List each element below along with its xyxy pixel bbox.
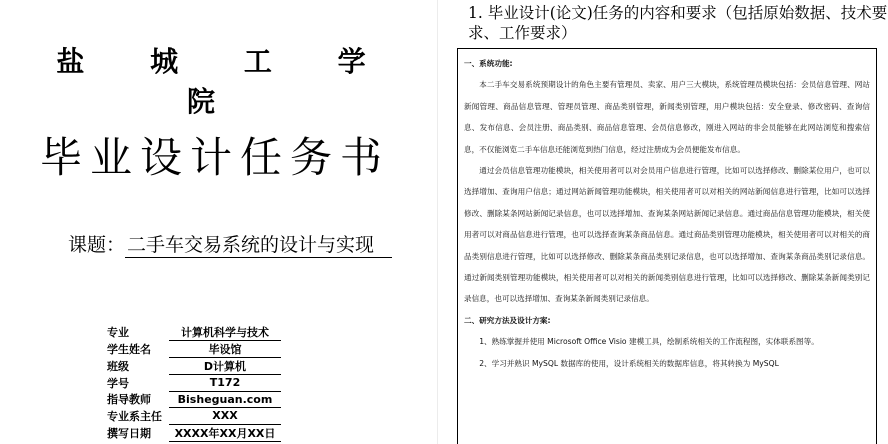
student-info-table (107, 324, 281, 442)
topic-value: 二手车交易系统的设计与实现 (125, 234, 392, 258)
paragraph: 本二手车交易系统预期设计的角色主要有管理员、卖家、用户三大模块，系统管理员模块包括：会员信息管理、网站新闻管理、商品信息管理、管理员管理、商品类别管理，新闻类别管理，用户模块包括：安全登录、修改密码、查询信息、发布信息、会员注册、商品类别、商品信息管理、会员信息修改，刚进入网站的非会员能够在此网站浏览和搜索信息，不仅能浏览二手车信息还能浏览到热门信息，经过注册成为会员便能发布信息。 (464, 80, 870, 154)
topic-line (68, 230, 392, 257)
page-divider (437, 0, 438, 444)
info-value: T172 (169, 375, 281, 392)
info-row (107, 358, 281, 375)
paragraph: 2、学习并熟识 MySQL 数据库的使用，设计系统相关的数据库信息，将其转换为 MySQL (479, 358, 779, 368)
document-title: 毕业设计任务书 (39, 133, 390, 182)
info-value: D计算机 (169, 358, 281, 375)
info-label: 班级 (107, 360, 129, 373)
paragraph: 1、熟练掌握并使用 Microsoft Office Visio 建模工具，绘制系统相关的工作流程图，实体联系图等。 (479, 337, 819, 347)
info-row (107, 375, 281, 392)
heading-research-methods: 二、研究方法及设计方案: (464, 315, 551, 325)
cover-page (0, 0, 430, 444)
task-content-box (457, 48, 877, 444)
info-label: 指导教师 (107, 393, 151, 407)
heading-system-functions: 一、系统功能: (464, 59, 513, 68)
info-row (107, 391, 281, 408)
info-row (107, 408, 281, 425)
info-label: 专业系主任 (107, 409, 162, 423)
college-name: 盐 城 工 学 院 (56, 45, 394, 118)
paragraph: 通过会员信息管理功能模块，相关使用者可以对会员用户信息进行管理，比如可以选择修改、删除某位用户，也可以选择增加、查询用户信息；通过网站新闻管理功能模块，相关使用者可以对相关的网站新闻信息进行管理，比如可以选择修改、删除某条网站新闻记录信息，也可以选择增加、查询某条网站新闻记录信息。通过商品信息管理功能模块，相关使用者可以对商品信息进行管理，也可以选择查询某条商品信息。通过商品类别管理功能模块，相关使用者可以对相关的商品类别信息进行管理，比如可以选择修改、删除某条商品类别记录信息，也可以选择增加、查询某条商品类别记录信息。通过新闻类别管理功能模块，相关使用者可以对相关的新闻类别信息进行管理，比如可以选择修改、删除某条新闻类别记录信息，也可以选择增加、查询某条新闻类别记录信息。 (464, 166, 870, 304)
info-row (107, 424, 281, 441)
info-row (107, 324, 281, 341)
info-value: 毕设馆 (169, 341, 281, 358)
info-label: 撰写日期 (107, 426, 151, 440)
info-label: 学生姓名 (107, 343, 151, 356)
info-value: XXXX年XX月XX日 (169, 424, 281, 441)
section-title: 1. 毕业设计(论文)任务的内容和要求（包括原始数据、技术要求、工作要求） (468, 4, 888, 42)
task-page (444, 0, 888, 444)
info-label: 学号 (107, 376, 129, 390)
info-row (107, 341, 281, 358)
info-label: 专业 (107, 326, 129, 340)
info-value: Bisheguan.com (169, 391, 281, 408)
info-value: 计算机科学与技术 (169, 324, 281, 341)
info-value: XXX (169, 408, 281, 425)
topic-label: 课题： (68, 234, 126, 256)
